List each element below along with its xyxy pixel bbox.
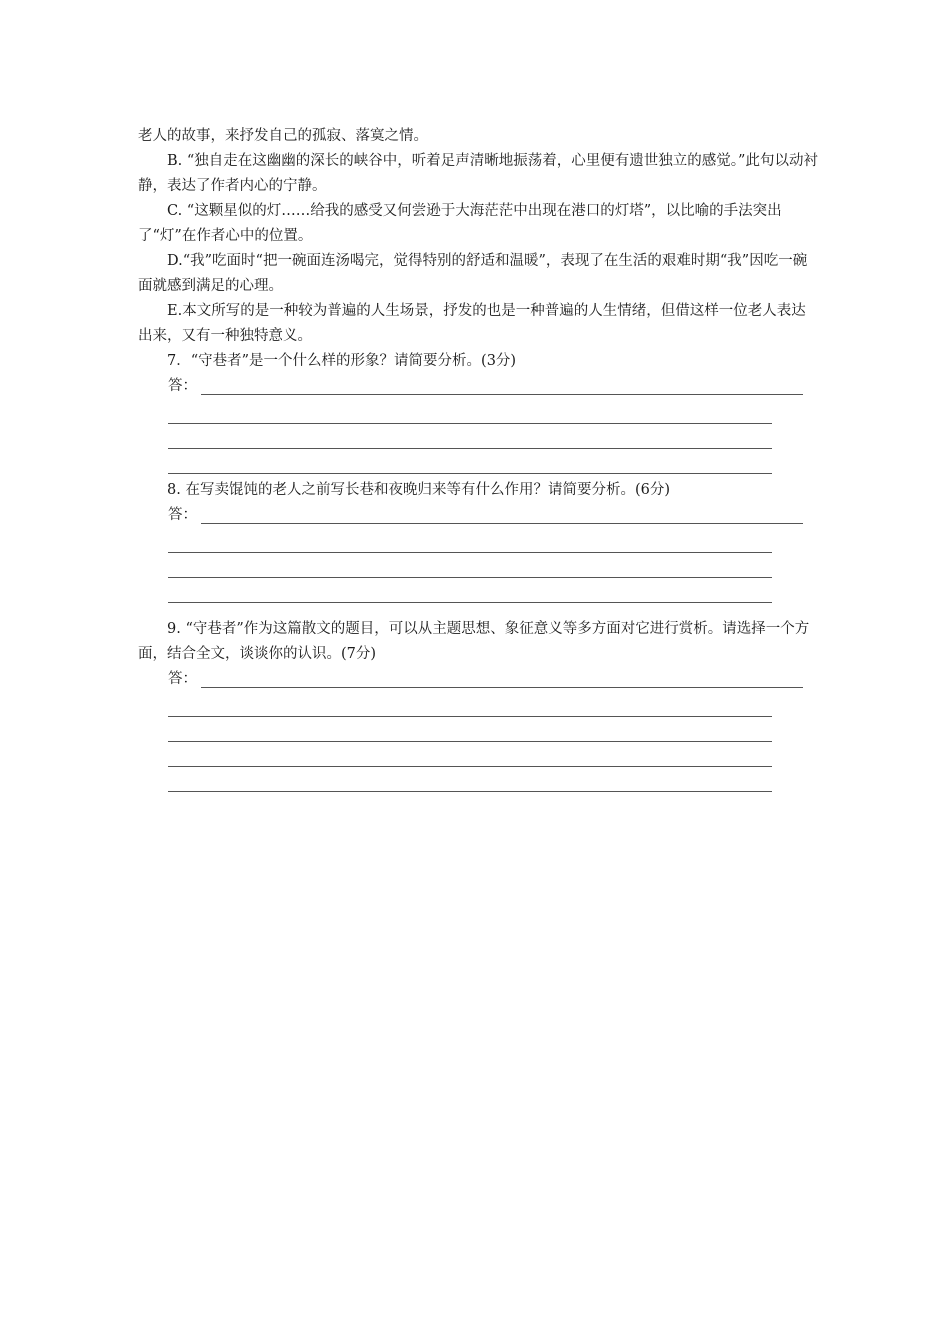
- document-content: [138, 124, 818, 796]
- answer-line[interactable]: [168, 767, 772, 792]
- answer-line[interactable]: [168, 449, 772, 474]
- question-text: 8. 在写卖馄饨的老人之前写长巷和夜晚归来等有什么作用？请简要分析。(6分): [167, 482, 670, 498]
- answer-line[interactable]: [201, 509, 803, 524]
- question-8: [138, 478, 818, 603]
- question-text: 9. “守巷者”作为这篇散文的题目，可以从主题思想、象征意义等多方面对它进行赏析。请选择一个方面，结合全文，谈谈你的认识。(7分): [138, 621, 810, 662]
- question-7: [138, 349, 818, 474]
- option-b: B. “独自走在这幽幽的深长的峡谷中，听着足声清晰地振荡着，心里便有遗世独立的感觉。”此句以动衬静，表达了作者内心的宁静。: [138, 153, 818, 194]
- answer-line[interactable]: [168, 553, 772, 578]
- answer-label: 答：: [168, 507, 197, 523]
- options-section: [138, 124, 818, 349]
- answer-first-line: [138, 503, 818, 528]
- answer-line[interactable]: [201, 673, 803, 688]
- option-d: D.“我”吃面时“把一碗面连汤喝完，觉得特别的舒适和温暖”，表现了在生活的艰难时期“我”因吃一碗面就感到满足的心理。: [138, 253, 808, 294]
- answer-label: 答：: [168, 378, 197, 394]
- option-e: E.本文所写的是一种较为普遍的人生场景，抒发的也是一种普遍的人生情绪，但借这样一位老人表达出来，又有一种独特意义。: [138, 303, 806, 344]
- answer-first-line: [138, 667, 818, 692]
- answer-line[interactable]: [201, 380, 803, 395]
- question-text: 7．“守巷者”是一个什么样的形象？请简要分析。(3分): [167, 353, 517, 369]
- answer-first-line: [138, 374, 818, 399]
- answer-line[interactable]: [168, 717, 772, 742]
- question-9: [138, 617, 818, 792]
- answer-line[interactable]: [168, 578, 772, 603]
- answer-label: 答：: [168, 671, 197, 687]
- option-continuation: 老人的故事，来抒发自己的孤寂、落寞之情。: [138, 128, 428, 144]
- answer-line[interactable]: [168, 399, 772, 424]
- answer-line[interactable]: [168, 742, 772, 767]
- answer-line[interactable]: [168, 692, 772, 717]
- answer-line[interactable]: [168, 528, 772, 553]
- spacer: [138, 607, 818, 617]
- option-c: C. “这颗星似的灯……给我的感受又何尝逊于大海茫茫中出现在港口的灯塔”，以比喻的手法突出了“灯”在作者心中的位置。: [138, 203, 782, 244]
- answer-line[interactable]: [168, 424, 772, 449]
